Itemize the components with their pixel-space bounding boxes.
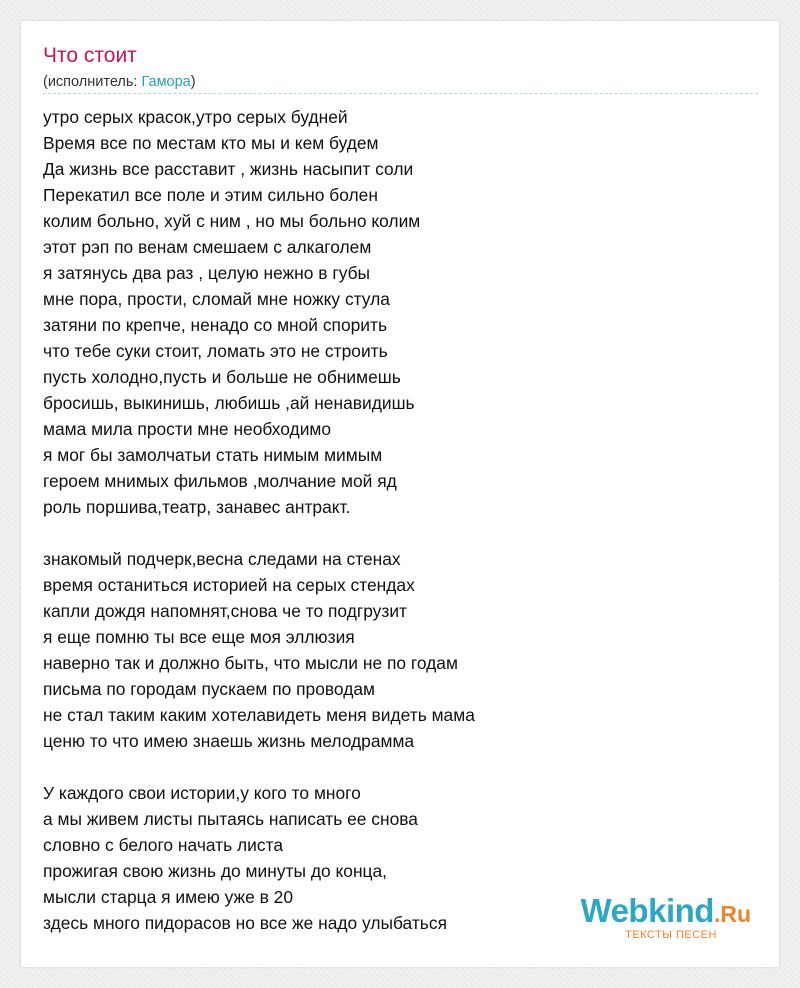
lyric-line: Перекатил все поле и этим сильно болен (43, 185, 378, 205)
lyrics-stanza (43, 104, 475, 520)
lyric-line: ценю то что имею знаешь жизнь мелодрамма (43, 731, 415, 751)
lyric-line: мысли старца я имею уже в 20 (43, 887, 294, 907)
lyric-line: я затянусь два раз , целую нежно в губы (43, 263, 371, 283)
lyric-line: я еще помню ты все еще моя эллюзия (43, 627, 355, 647)
logo-wordmark (580, 892, 751, 929)
lyric-line: письма по городам пускаем по проводам (43, 679, 375, 699)
lyric-line: Да жизнь все расставит , жизнь насыпит соли (43, 159, 414, 179)
lyric-line: героем мнимых фильмов ,молчание мой яд (43, 471, 397, 491)
lyric-line: знакомый подчерк,весна следами на стенах (43, 549, 401, 569)
logo-tagline: ТЕКСТЫ ПЕСЕН (625, 929, 717, 941)
lyric-line: У каждого свои истории,у кого то много (43, 783, 361, 803)
artist-link[interactable]: Гамора (141, 74, 191, 90)
artist-prefix: (исполнитель: (43, 74, 142, 90)
lyric-line: утро серых красок,утро серых будней (43, 107, 348, 127)
lyric-line: затяни по крепче, ненадо со мной спорить (43, 315, 388, 335)
lyric-line: мама мила прости мне необходимо (43, 419, 332, 439)
lyric-line: словно с белого начать листа (43, 835, 284, 855)
lyric-line: не стал таким каким хотелавидеть меня видеть мама (43, 705, 475, 725)
lyric-line: наверно так и должно быть, что мысли не по годам (43, 653, 458, 673)
lyric-line: роль поршива,театр, занавес антракт. (43, 497, 351, 517)
lyrics-body (43, 104, 475, 936)
site-logo[interactable] (580, 892, 751, 941)
lyric-line: бросишь, выкинишь, любишь ,ай ненавидишь (43, 393, 415, 413)
artist-suffix: ) (190, 74, 196, 90)
lyric-line: пусть холодно,пусть и больше не обнимешь (43, 367, 401, 387)
lyric-line: капли дождя напомнят,снова че то подгрузит (43, 601, 408, 621)
lyrics-stanza (43, 780, 475, 936)
lyric-line: этот рэп по венам смешаем с алкаголем (43, 237, 372, 257)
artist-line (43, 72, 196, 92)
lyric-line: а мы живем листы пытаясь написать ее снова (43, 809, 418, 829)
lyric-line: что тебе суки стоит, ломать это не строить (43, 341, 388, 361)
lyric-line: колим больно, хуй с ним , но мы больно колим (43, 211, 421, 231)
logo-tld: .Ru (713, 901, 751, 927)
lyric-line: я мог бы замолчатьи стать нимым мимым (43, 445, 383, 465)
lyric-line: Время все по местам кто мы и кем будем (43, 133, 379, 153)
lyric-line: мне пора, прости, сломай мне ножку стула (43, 289, 390, 309)
lyrics-stanza (43, 546, 475, 754)
lyric-line: время останиться историей на серых стендах (43, 575, 415, 595)
title-divider (43, 93, 758, 94)
lyric-line: здесь много пидорасов но все же надо улыбаться (43, 913, 447, 933)
song-title: Что стоит (43, 44, 137, 67)
lyrics-card (21, 21, 779, 967)
lyric-line: прожигая свою жизнь до минуты до конца, (43, 861, 388, 881)
logo-word: Webkind (580, 892, 714, 929)
